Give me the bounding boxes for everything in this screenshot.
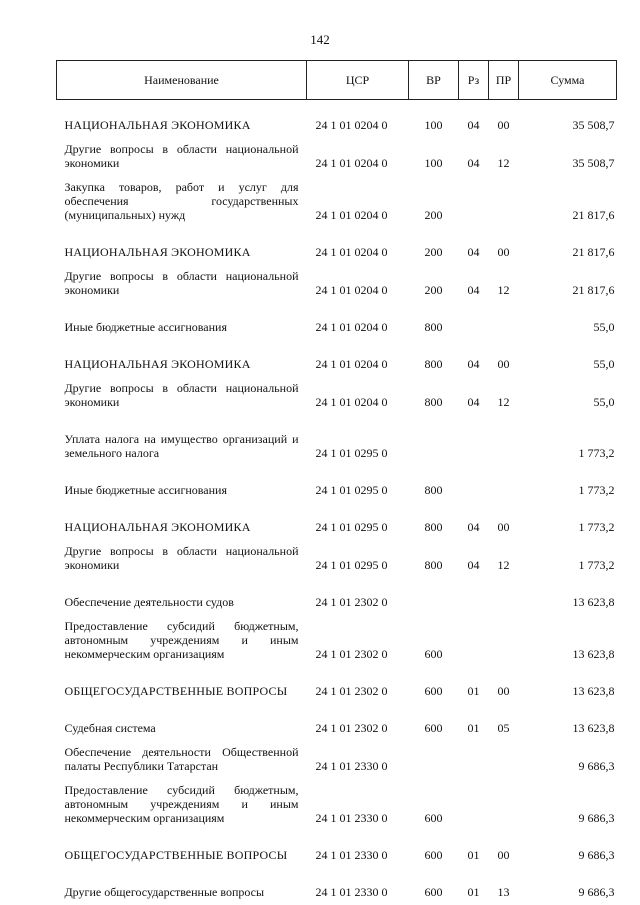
cell-sum: 55,0	[593, 395, 615, 409]
cell-sum: 1 773,2	[578, 446, 615, 460]
row-spacer	[57, 302, 617, 315]
header-sum: Сумма	[519, 61, 617, 100]
header-name: Наименование	[57, 61, 307, 100]
cell-name: Уплата налога на имущество организаций и земельного налога	[64, 432, 299, 460]
table-row	[57, 539, 617, 577]
spacer-cell	[57, 867, 617, 880]
cell-rz: 04	[467, 245, 480, 259]
cell-vr	[409, 740, 459, 778]
cell-vr: 100	[424, 118, 443, 132]
header-pr: ПР	[489, 61, 519, 100]
cell-name: Иные бюджетные ассигнования	[64, 483, 227, 497]
cell-csr: 24 1 01 2302 0	[315, 647, 388, 661]
cell-rz	[459, 175, 489, 227]
cell-csr: 24 1 01 0295 0	[315, 483, 388, 497]
cell-rz	[459, 614, 489, 666]
cell-csr: 24 1 01 0295 0	[315, 446, 388, 460]
cell-vr	[409, 590, 459, 614]
cell-pr	[489, 590, 519, 614]
cell-vr: 200	[424, 245, 443, 259]
cell-vr: 800	[424, 320, 443, 334]
cell-csr: 24 1 01 0204 0	[315, 208, 388, 222]
table-row	[57, 740, 617, 778]
table-row	[57, 716, 617, 740]
table-row	[57, 843, 617, 867]
cell-pr: 00	[497, 245, 510, 259]
cell-name: НАЦИОНАЛЬНАЯ ЭКОНОМИКА	[64, 520, 251, 534]
cell-name: Судебная система	[64, 721, 156, 735]
cell-csr: 24 1 01 0204 0	[315, 283, 388, 297]
cell-name: ОБЩЕГОСУДАРСТВЕННЫЕ ВОПРОСЫ	[64, 848, 288, 862]
table-body	[57, 100, 617, 905]
cell-name: Обеспечение деятельности судов	[64, 595, 234, 609]
cell-rz: 01	[467, 721, 480, 735]
cell-rz: 04	[467, 283, 480, 297]
cell-vr: 800	[424, 395, 443, 409]
row-spacer	[57, 703, 617, 716]
cell-pr: 00	[497, 684, 510, 698]
spacer-cell	[57, 830, 617, 843]
cell-name: НАЦИОНАЛЬНАЯ ЭКОНОМИКА	[64, 118, 251, 132]
table-row	[57, 137, 617, 175]
cell-vr: 200	[424, 208, 443, 222]
table-row	[57, 778, 617, 830]
cell-pr	[489, 478, 519, 502]
row-spacer	[57, 100, 617, 114]
cell-pr: 00	[497, 118, 510, 132]
cell-name: ОБЩЕГОСУДАРСТВЕННЫЕ ВОПРОСЫ	[64, 684, 288, 698]
cell-csr: 24 1 01 2302 0	[315, 721, 388, 735]
spacer-cell	[57, 465, 617, 478]
spacer-cell	[57, 666, 617, 679]
row-spacer	[57, 577, 617, 590]
cell-csr: 24 1 01 2330 0	[315, 885, 388, 899]
table-row	[57, 515, 617, 539]
cell-vr: 200	[424, 283, 443, 297]
cell-sum: 21 817,6	[572, 245, 615, 259]
table-row	[57, 679, 617, 703]
cell-sum: 35 508,7	[572, 118, 615, 132]
cell-vr	[409, 427, 459, 465]
table-row	[57, 175, 617, 227]
row-spacer	[57, 666, 617, 679]
cell-name: Закупка товаров, работ и услуг для обеспечения государственных (муниципальных) нужд	[64, 180, 299, 222]
cell-name: НАЦИОНАЛЬНАЯ ЭКОНОМИКА	[64, 245, 251, 259]
cell-csr: 24 1 01 2330 0	[315, 811, 388, 825]
row-spacer	[57, 465, 617, 478]
cell-sum: 55,0	[593, 357, 615, 371]
page-number: 142	[310, 32, 330, 47]
cell-vr: 600	[424, 684, 443, 698]
cell-rz: 01	[467, 885, 480, 899]
cell-sum: 1 773,2	[578, 558, 615, 572]
cell-vr: 100	[424, 156, 443, 170]
header-vr: ВР	[409, 61, 459, 100]
cell-sum: 9 686,3	[578, 811, 615, 825]
row-spacer	[57, 830, 617, 843]
table-header	[57, 61, 617, 100]
cell-name: Иные бюджетные ассигнования	[64, 320, 227, 334]
cell-sum: 1 773,2	[578, 483, 615, 497]
table-row	[57, 478, 617, 502]
cell-name: Другие вопросы в области национальной экономики	[64, 142, 299, 170]
cell-name: Предоставление субсидий бюджетным, автономным учреждениям и иным некоммерческим организациям	[64, 619, 299, 661]
cell-pr: 12	[497, 558, 510, 572]
row-spacer	[57, 867, 617, 880]
cell-vr: 800	[424, 520, 443, 534]
row-spacer	[57, 339, 617, 352]
cell-sum: 13 623,8	[572, 595, 615, 609]
cell-sum: 21 817,6	[572, 283, 615, 297]
cell-rz	[459, 478, 489, 502]
cell-name: Другие вопросы в области национальной экономики	[64, 381, 299, 409]
spacer-cell	[57, 414, 617, 427]
cell-sum: 55,0	[593, 320, 615, 334]
table-row	[57, 264, 617, 302]
cell-rz: 04	[467, 520, 480, 534]
cell-pr	[489, 778, 519, 830]
cell-rz	[459, 778, 489, 830]
cell-csr: 24 1 01 2330 0	[315, 759, 388, 773]
cell-csr: 24 1 01 2302 0	[315, 595, 388, 609]
cell-csr: 24 1 01 0204 0	[315, 156, 388, 170]
table-row	[57, 113, 617, 137]
spacer-cell	[57, 100, 617, 114]
cell-sum: 13 623,8	[572, 721, 615, 735]
cell-pr: 12	[497, 395, 510, 409]
table-row	[57, 352, 617, 376]
row-spacer	[57, 227, 617, 240]
table-row	[57, 427, 617, 465]
cell-vr: 600	[424, 811, 443, 825]
table-row	[57, 315, 617, 339]
cell-sum: 9 686,3	[578, 848, 615, 862]
cell-pr: 12	[497, 283, 510, 297]
cell-csr: 24 1 01 0204 0	[315, 395, 388, 409]
spacer-cell	[57, 339, 617, 352]
cell-csr: 24 1 01 0295 0	[315, 520, 388, 534]
cell-name: Другие общегосударственные вопросы	[64, 885, 265, 899]
cell-sum: 21 817,6	[572, 208, 615, 222]
cell-name: Другие вопросы в области национальной экономики	[64, 544, 299, 572]
row-spacer	[57, 414, 617, 427]
cell-pr: 12	[497, 156, 510, 170]
cell-csr: 24 1 01 0204 0	[315, 245, 388, 259]
cell-sum: 35 508,7	[572, 156, 615, 170]
cell-pr	[489, 740, 519, 778]
cell-rz	[459, 427, 489, 465]
cell-vr: 800	[424, 558, 443, 572]
cell-csr: 24 1 01 0295 0	[315, 558, 388, 572]
cell-name: НАЦИОНАЛЬНАЯ ЭКОНОМИКА	[64, 357, 251, 371]
cell-csr: 24 1 01 0204 0	[315, 357, 388, 371]
cell-pr	[489, 315, 519, 339]
cell-csr: 24 1 01 0204 0	[315, 118, 388, 132]
table-row	[57, 240, 617, 264]
table-row	[57, 590, 617, 614]
header-rz: Рз	[459, 61, 489, 100]
cell-sum: 13 623,8	[572, 647, 615, 661]
cell-sum: 13 623,8	[572, 684, 615, 698]
cell-rz: 04	[467, 118, 480, 132]
cell-vr: 600	[424, 885, 443, 899]
cell-rz: 01	[467, 684, 480, 698]
cell-vr: 600	[424, 721, 443, 735]
cell-rz: 04	[467, 357, 480, 371]
cell-pr: 00	[497, 848, 510, 862]
cell-rz	[459, 590, 489, 614]
cell-rz	[459, 740, 489, 778]
spacer-cell	[57, 703, 617, 716]
cell-vr: 600	[424, 647, 443, 661]
table-row	[57, 614, 617, 666]
cell-pr	[489, 175, 519, 227]
spacer-cell	[57, 302, 617, 315]
cell-pr: 05	[497, 721, 510, 735]
cell-sum: 9 686,3	[578, 885, 615, 899]
cell-pr: 00	[497, 357, 510, 371]
cell-vr: 800	[424, 483, 443, 497]
cell-pr	[489, 427, 519, 465]
cell-name: Другие вопросы в области национальной экономики	[64, 269, 299, 297]
cell-sum: 1 773,2	[578, 520, 615, 534]
cell-name: Обеспечение деятельности Общественной палаты Республики Татарстан	[64, 745, 299, 773]
cell-rz: 04	[467, 395, 480, 409]
cell-rz: 04	[467, 558, 480, 572]
spacer-cell	[57, 227, 617, 240]
cell-sum: 9 686,3	[578, 759, 615, 773]
table-row	[57, 880, 617, 904]
budget-table	[56, 60, 617, 904]
cell-pr	[489, 614, 519, 666]
cell-vr: 600	[424, 848, 443, 862]
cell-csr: 24 1 01 2302 0	[315, 684, 388, 698]
spacer-cell	[57, 502, 617, 515]
header-csr: ЦСР	[307, 61, 409, 100]
cell-pr: 13	[497, 885, 510, 899]
cell-pr: 00	[497, 520, 510, 534]
cell-csr: 24 1 01 0204 0	[315, 320, 388, 334]
cell-vr: 800	[424, 357, 443, 371]
cell-csr: 24 1 01 2330 0	[315, 848, 388, 862]
spacer-cell	[57, 577, 617, 590]
cell-name: Предоставление субсидий бюджетным, автономным учреждениям и иным некоммерческим организациям	[64, 783, 299, 825]
row-spacer	[57, 502, 617, 515]
cell-rz: 04	[467, 156, 480, 170]
cell-rz	[459, 315, 489, 339]
table-row	[57, 376, 617, 414]
cell-rz: 01	[467, 848, 480, 862]
